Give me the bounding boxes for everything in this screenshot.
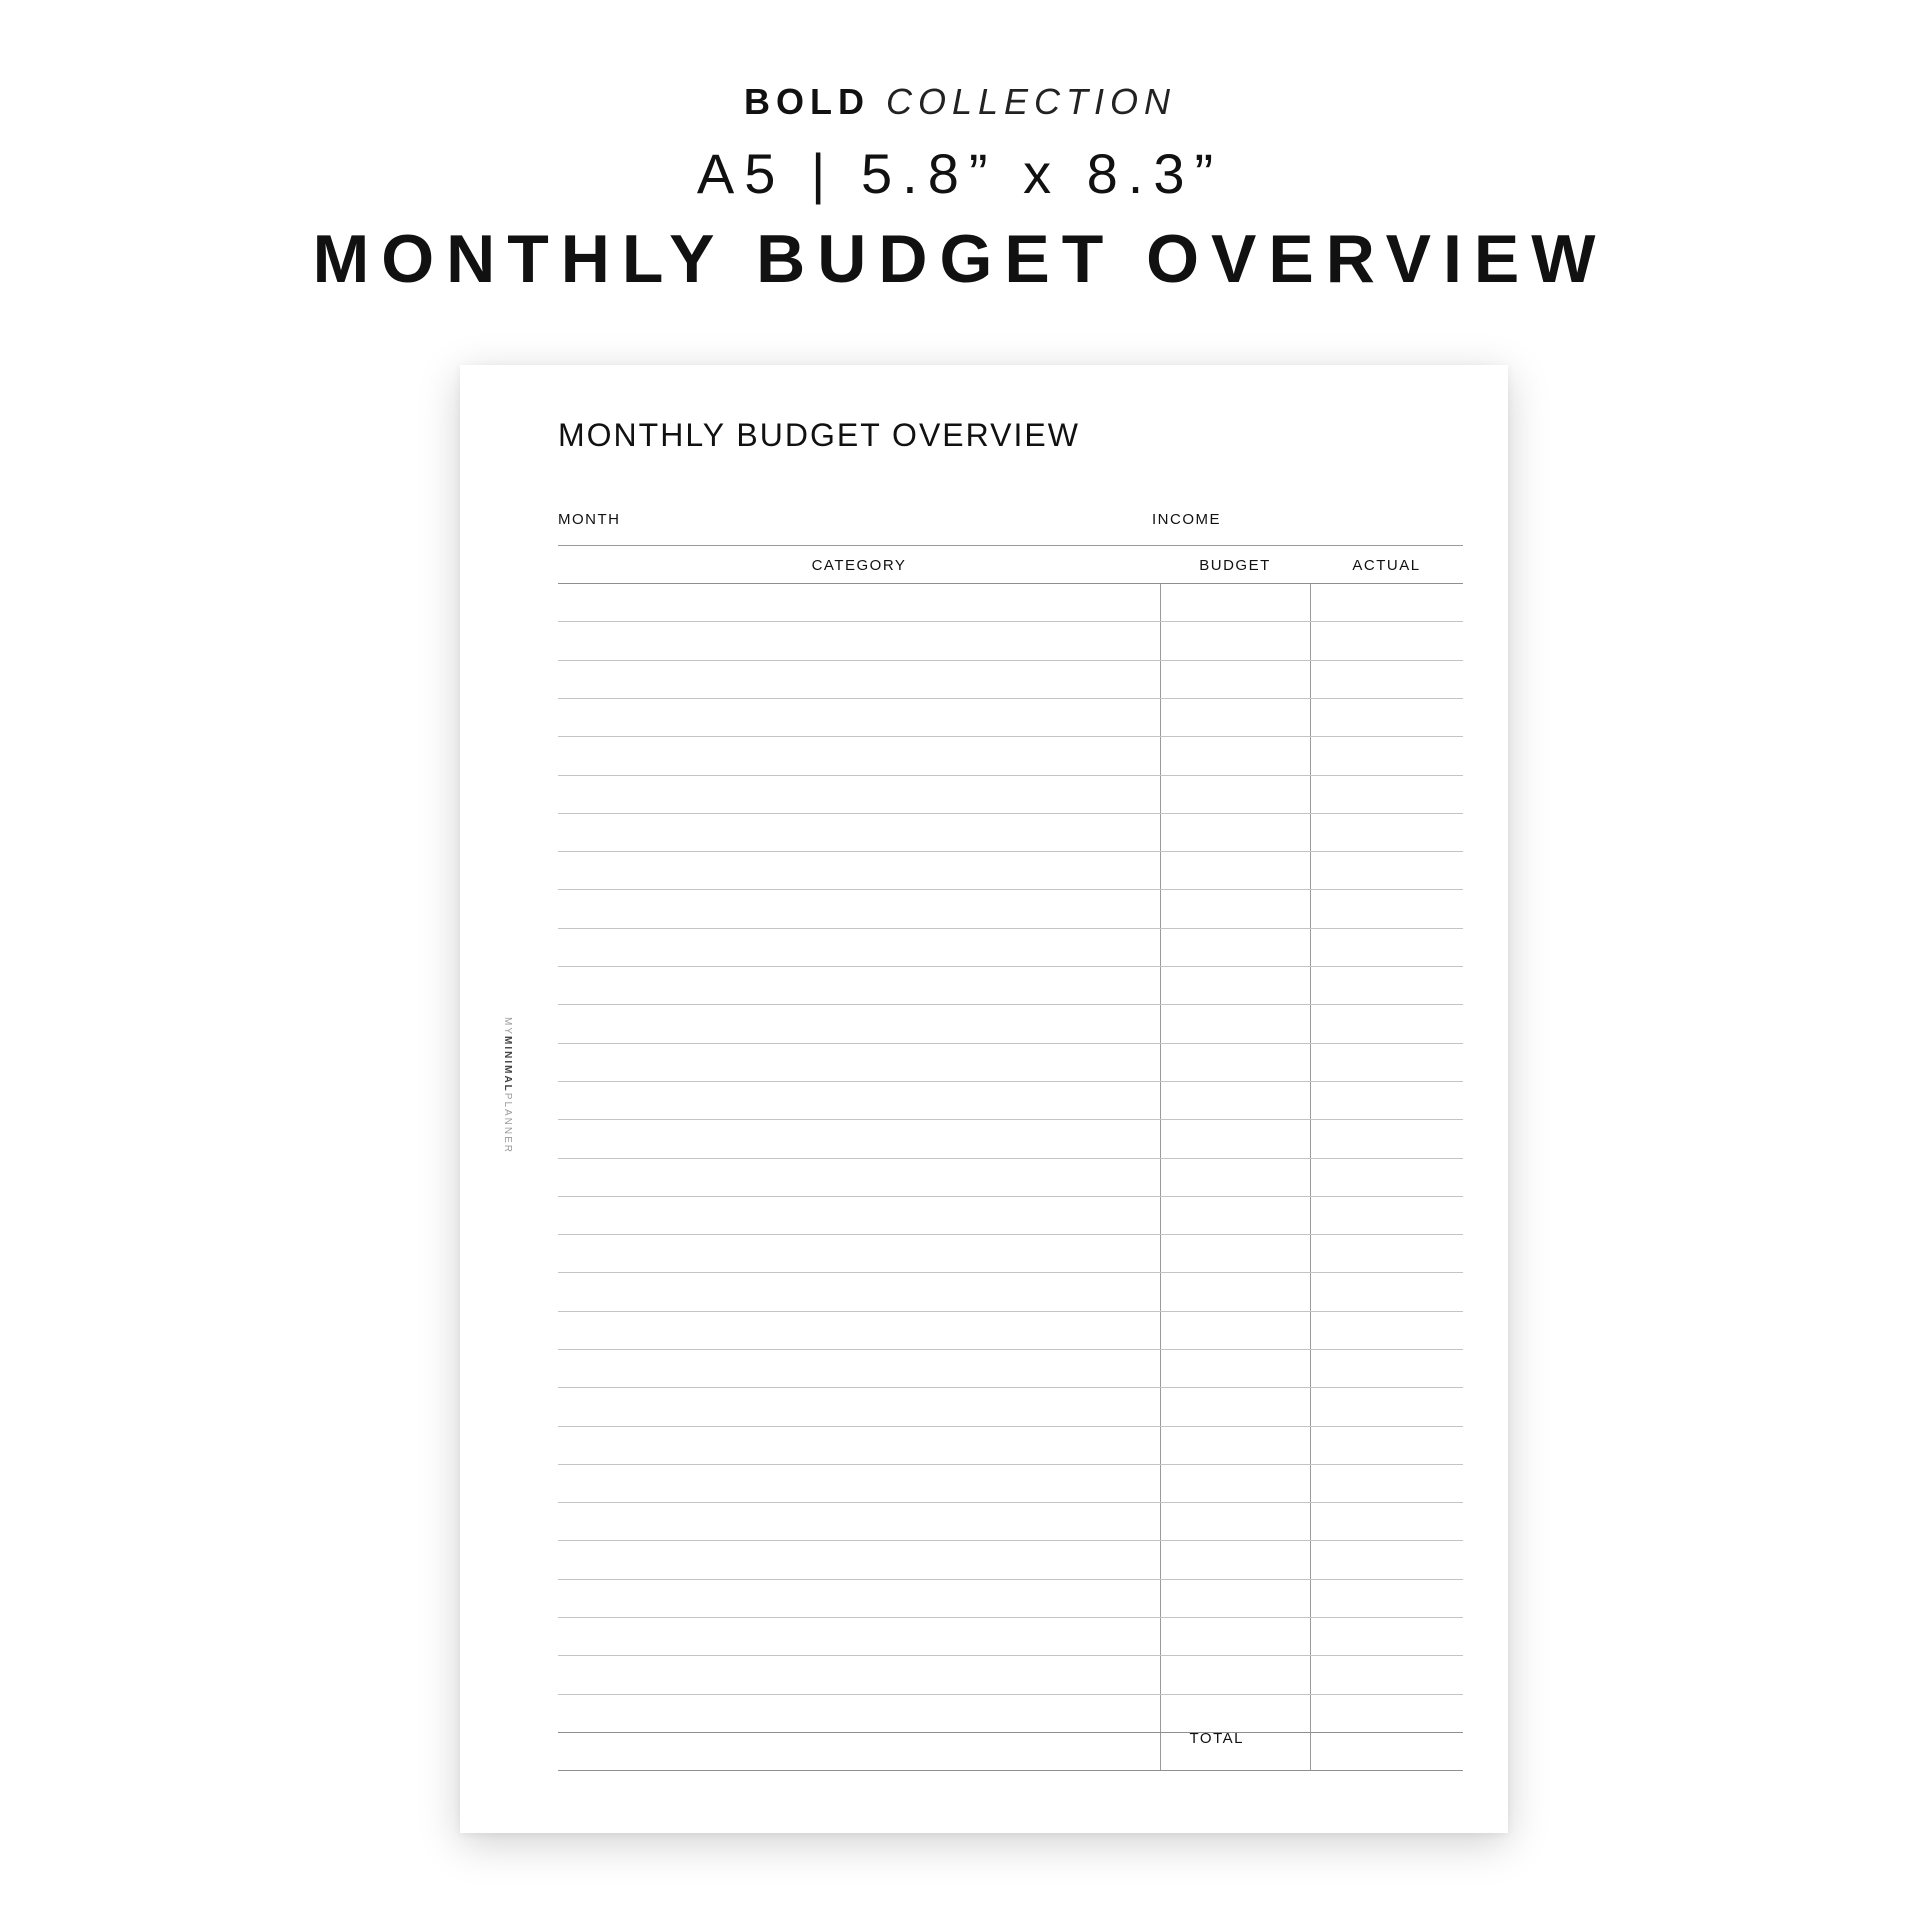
- table-row-line: [558, 621, 1463, 622]
- planner-sheet: [460, 365, 1508, 1833]
- column-header-budget: BUDGET: [1199, 557, 1271, 574]
- table-row-line: [558, 1426, 1463, 1427]
- brand-prefix: MY: [502, 1017, 513, 1036]
- column-divider-actual: [1310, 583, 1311, 1770]
- size-label: A5 | 5.8” x 8.3”: [696, 142, 1224, 205]
- table-row-line: [558, 775, 1463, 776]
- table-row-line: [558, 1349, 1463, 1350]
- total-label: TOTAL: [1189, 1730, 1244, 1747]
- table-row-line: [558, 1196, 1463, 1197]
- brand-suffix: PLANNER: [502, 1092, 513, 1155]
- table-row-line: [558, 1004, 1463, 1005]
- table-row-line: [558, 1464, 1463, 1465]
- table-row-line: [558, 1540, 1463, 1541]
- table-row-line: [558, 813, 1463, 814]
- table-row-line: [558, 1655, 1463, 1656]
- table-row-line: [558, 736, 1463, 737]
- collection-bold: BOLD: [743, 81, 870, 122]
- sheet-title: MONTHLY BUDGET OVERVIEW: [558, 417, 1080, 453]
- table-row-line: [558, 1770, 1463, 1771]
- month-income-line: [558, 545, 1463, 546]
- table-row-line: [558, 1502, 1463, 1503]
- month-label: MONTH: [558, 511, 621, 528]
- column-header-category: CATEGORY: [811, 557, 907, 574]
- table-row-line: [558, 966, 1463, 967]
- collection-line: [0, 80, 1920, 124]
- table-row-line: [558, 1617, 1463, 1618]
- page-title: MONTHLY BUDGET OVERVIEW: [312, 221, 1608, 297]
- table-row-line: [558, 1043, 1463, 1044]
- table-row-line: [558, 660, 1463, 661]
- column-header-actual: ACTUAL: [1352, 557, 1421, 574]
- table-row-line: [558, 1579, 1463, 1580]
- table-row-line: [558, 1694, 1463, 1695]
- budget-table: [558, 583, 1463, 1770]
- total-row-line: [558, 1732, 1463, 1733]
- income-label: INCOME: [1152, 511, 1221, 528]
- table-row-line: [558, 1272, 1463, 1273]
- table-row-line: [558, 1119, 1463, 1120]
- table-row-line: [558, 928, 1463, 929]
- table-row-line: [558, 1234, 1463, 1235]
- table-row-line: [558, 851, 1463, 852]
- table-row-line: [558, 1158, 1463, 1159]
- table-row-line: [558, 889, 1463, 890]
- table-row-line: [558, 1081, 1463, 1082]
- brand-bold: MINIMAL: [502, 1036, 513, 1093]
- collection-italic: COLLECTION: [885, 81, 1177, 122]
- table-row-line: [558, 698, 1463, 699]
- brand-watermark: [501, 1017, 513, 1187]
- table-row-line: [558, 1311, 1463, 1312]
- table-row-line: [558, 583, 1463, 584]
- table-row-line: [558, 1387, 1463, 1388]
- column-divider-budget: [1160, 583, 1161, 1770]
